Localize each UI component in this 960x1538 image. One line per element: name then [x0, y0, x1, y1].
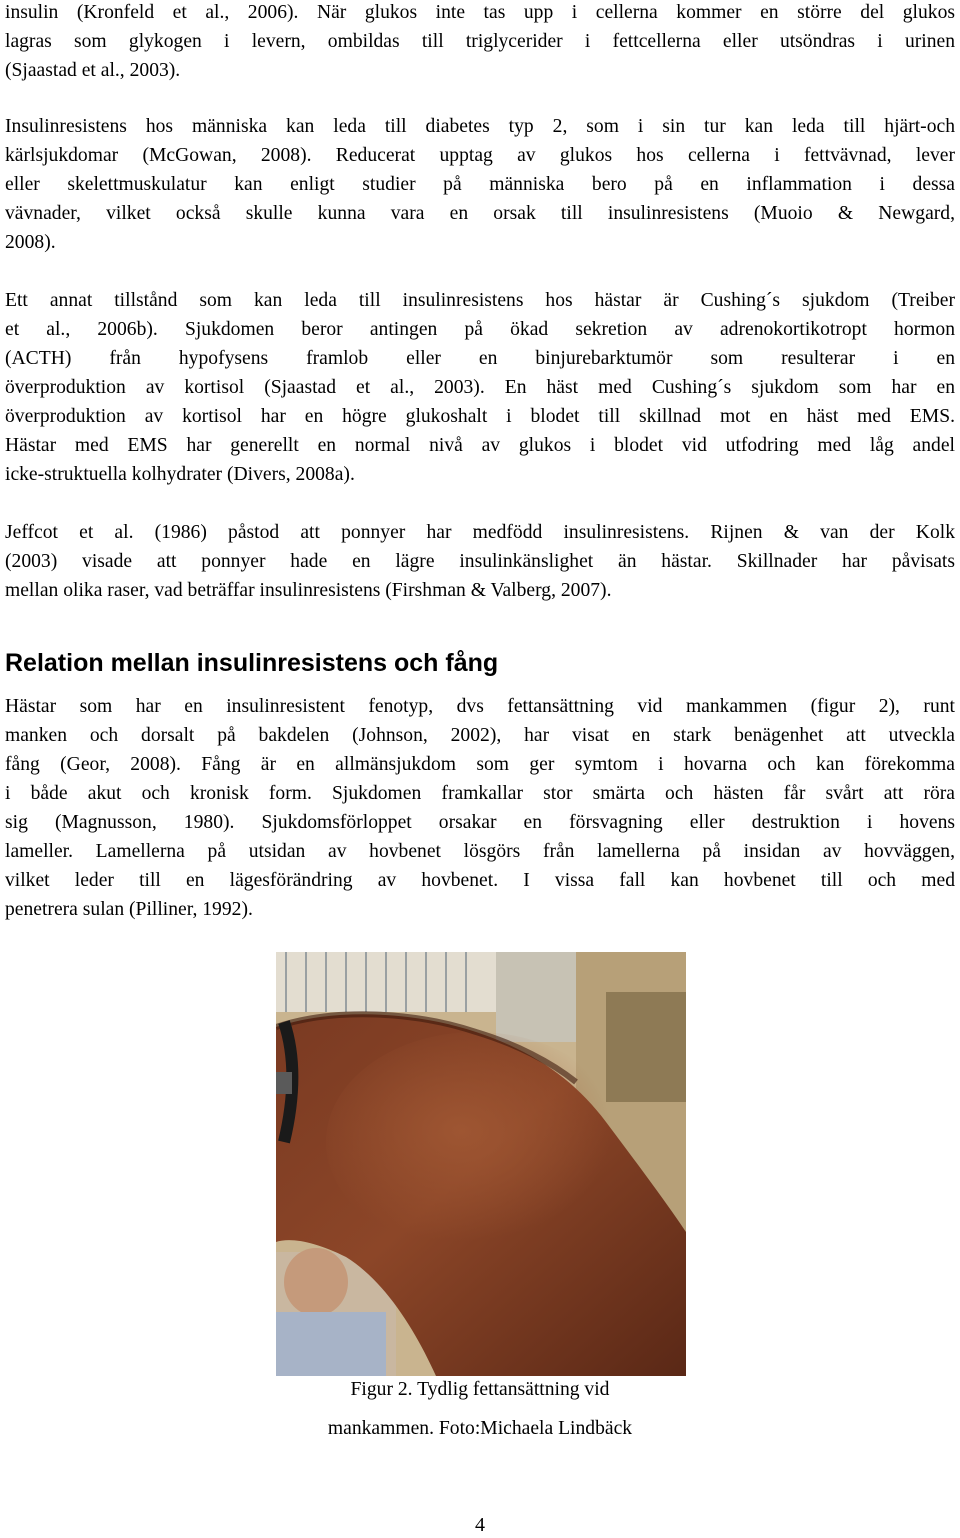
text-line: överproduktion av kortisol har en högre glukoshalt i blodet till skillnad mot en häst med EMS.	[5, 406, 955, 427]
figure-caption-line-1: Figur 2. Tydlig fettansättning vid	[350, 1379, 610, 1400]
figure-caption-line-2: mankammen. Foto:Michaela Lindbäck	[327, 1418, 633, 1439]
section-paragraph	[5, 692, 955, 924]
text-line: i både akut och kronisk form. Sjukdomen framkallar stor smärta och hästen får svårt att röra	[5, 783, 955, 804]
text-line: Hästar med EMS har generellt en normal nivå av glukos i blodet vid utfodring med låg andel	[5, 435, 955, 456]
text-line: penetrera sulan (Pilliner, 1992).	[5, 899, 253, 920]
page-number: 4	[475, 1514, 485, 1536]
text-line: Ett annat tillstånd som kan leda till insulinresistens hos hästar är Cushing´s sjukdom (Treiber	[5, 290, 955, 311]
text-line: överproduktion av kortisol (Sjaastad et al., 2003). En häst med Cushing´s sjukdom som har en	[5, 377, 955, 398]
text-line: Insulinresistens hos människa kan leda till diabetes typ 2, som i sin tur kan leda till hjärt-och	[5, 116, 955, 137]
section-heading: Relation mellan insulinresistens och fång	[5, 649, 499, 677]
text-line: lameller. Lamellerna på utsidan av hovbenet lösgörs från lamellerna på insidan av hovväggen,	[5, 841, 955, 862]
paragraph-1	[5, 0, 955, 85]
paragraph-2	[5, 112, 955, 257]
text-line: Hästar som har en insulinresistent fenotyp, dvs fettansättning vid mankammen (figur 2), runt	[5, 696, 955, 717]
text-line: kärlsjukdomar (McGowan, 2008). Reducerat upptag av glukos hos cellerna i fettvävnad, lever	[5, 145, 955, 166]
text-line: icke-struktuella kolhydrater (Divers, 2008a).	[5, 464, 355, 485]
text-line: eller skelettmuskulatur kan enligt studier på människa bero på en inflammation i dessa	[5, 174, 955, 195]
text-line: fång (Geor, 2008). Fång är en allmänsjukdom som ger symtom i hovarna och kan förekomma	[5, 754, 955, 775]
text-line: (Sjaastad et al., 2003).	[5, 60, 181, 81]
text-line: mellan olika raser, vad beträffar insulinresistens (Firshman & Valberg, 2007).	[5, 580, 612, 601]
text-line: Jeffcot et al. (1986) påstod att ponnyer har medfödd insulinresistens. Rijnen & van der Kolk	[5, 522, 955, 543]
text-line: 2008).	[5, 232, 56, 253]
text-line: insulin (Kronfeld et al., 2006). När glukos inte tas upp i cellerna kommer en större del glukos	[5, 2, 955, 23]
paragraph-3	[5, 286, 955, 489]
text-line: (2003) visade att ponnyer hade en lägre insulinkänslighet än hästar. Skillnader har påvisats	[5, 551, 955, 572]
paragraph-4	[5, 518, 955, 605]
text-line: manken och dorsalt på bakdelen (Johnson, 2002), har visat en stark benägenhet att utveckla	[5, 725, 955, 746]
horse-photo	[276, 952, 686, 1376]
text-line: (ACTH) från hypofysens framlob eller en binjurebarktumör som resulterar i en	[5, 348, 955, 369]
text-line: et al., 2006b). Sjukdomen beror antingen på ökad sekretion av adrenokortikotropt hormon	[5, 319, 955, 340]
text-line: vilket leder till en lägesförändring av hovbenet. I vissa fall kan hovbenet till och med	[5, 870, 955, 891]
text-line: sig (Magnusson, 1980). Sjukdomsförloppet orsakar en försvagning eller destruktion i hovens	[5, 812, 955, 833]
text-line: lagras som glykogen i levern, ombildas till triglycerider i fettcellerna eller utsöndras i urinen	[5, 31, 955, 52]
text-line: vävnader, vilket också skulle kunna vara en orsak till insulinresistens (Muoio & Newgard,	[5, 203, 955, 224]
